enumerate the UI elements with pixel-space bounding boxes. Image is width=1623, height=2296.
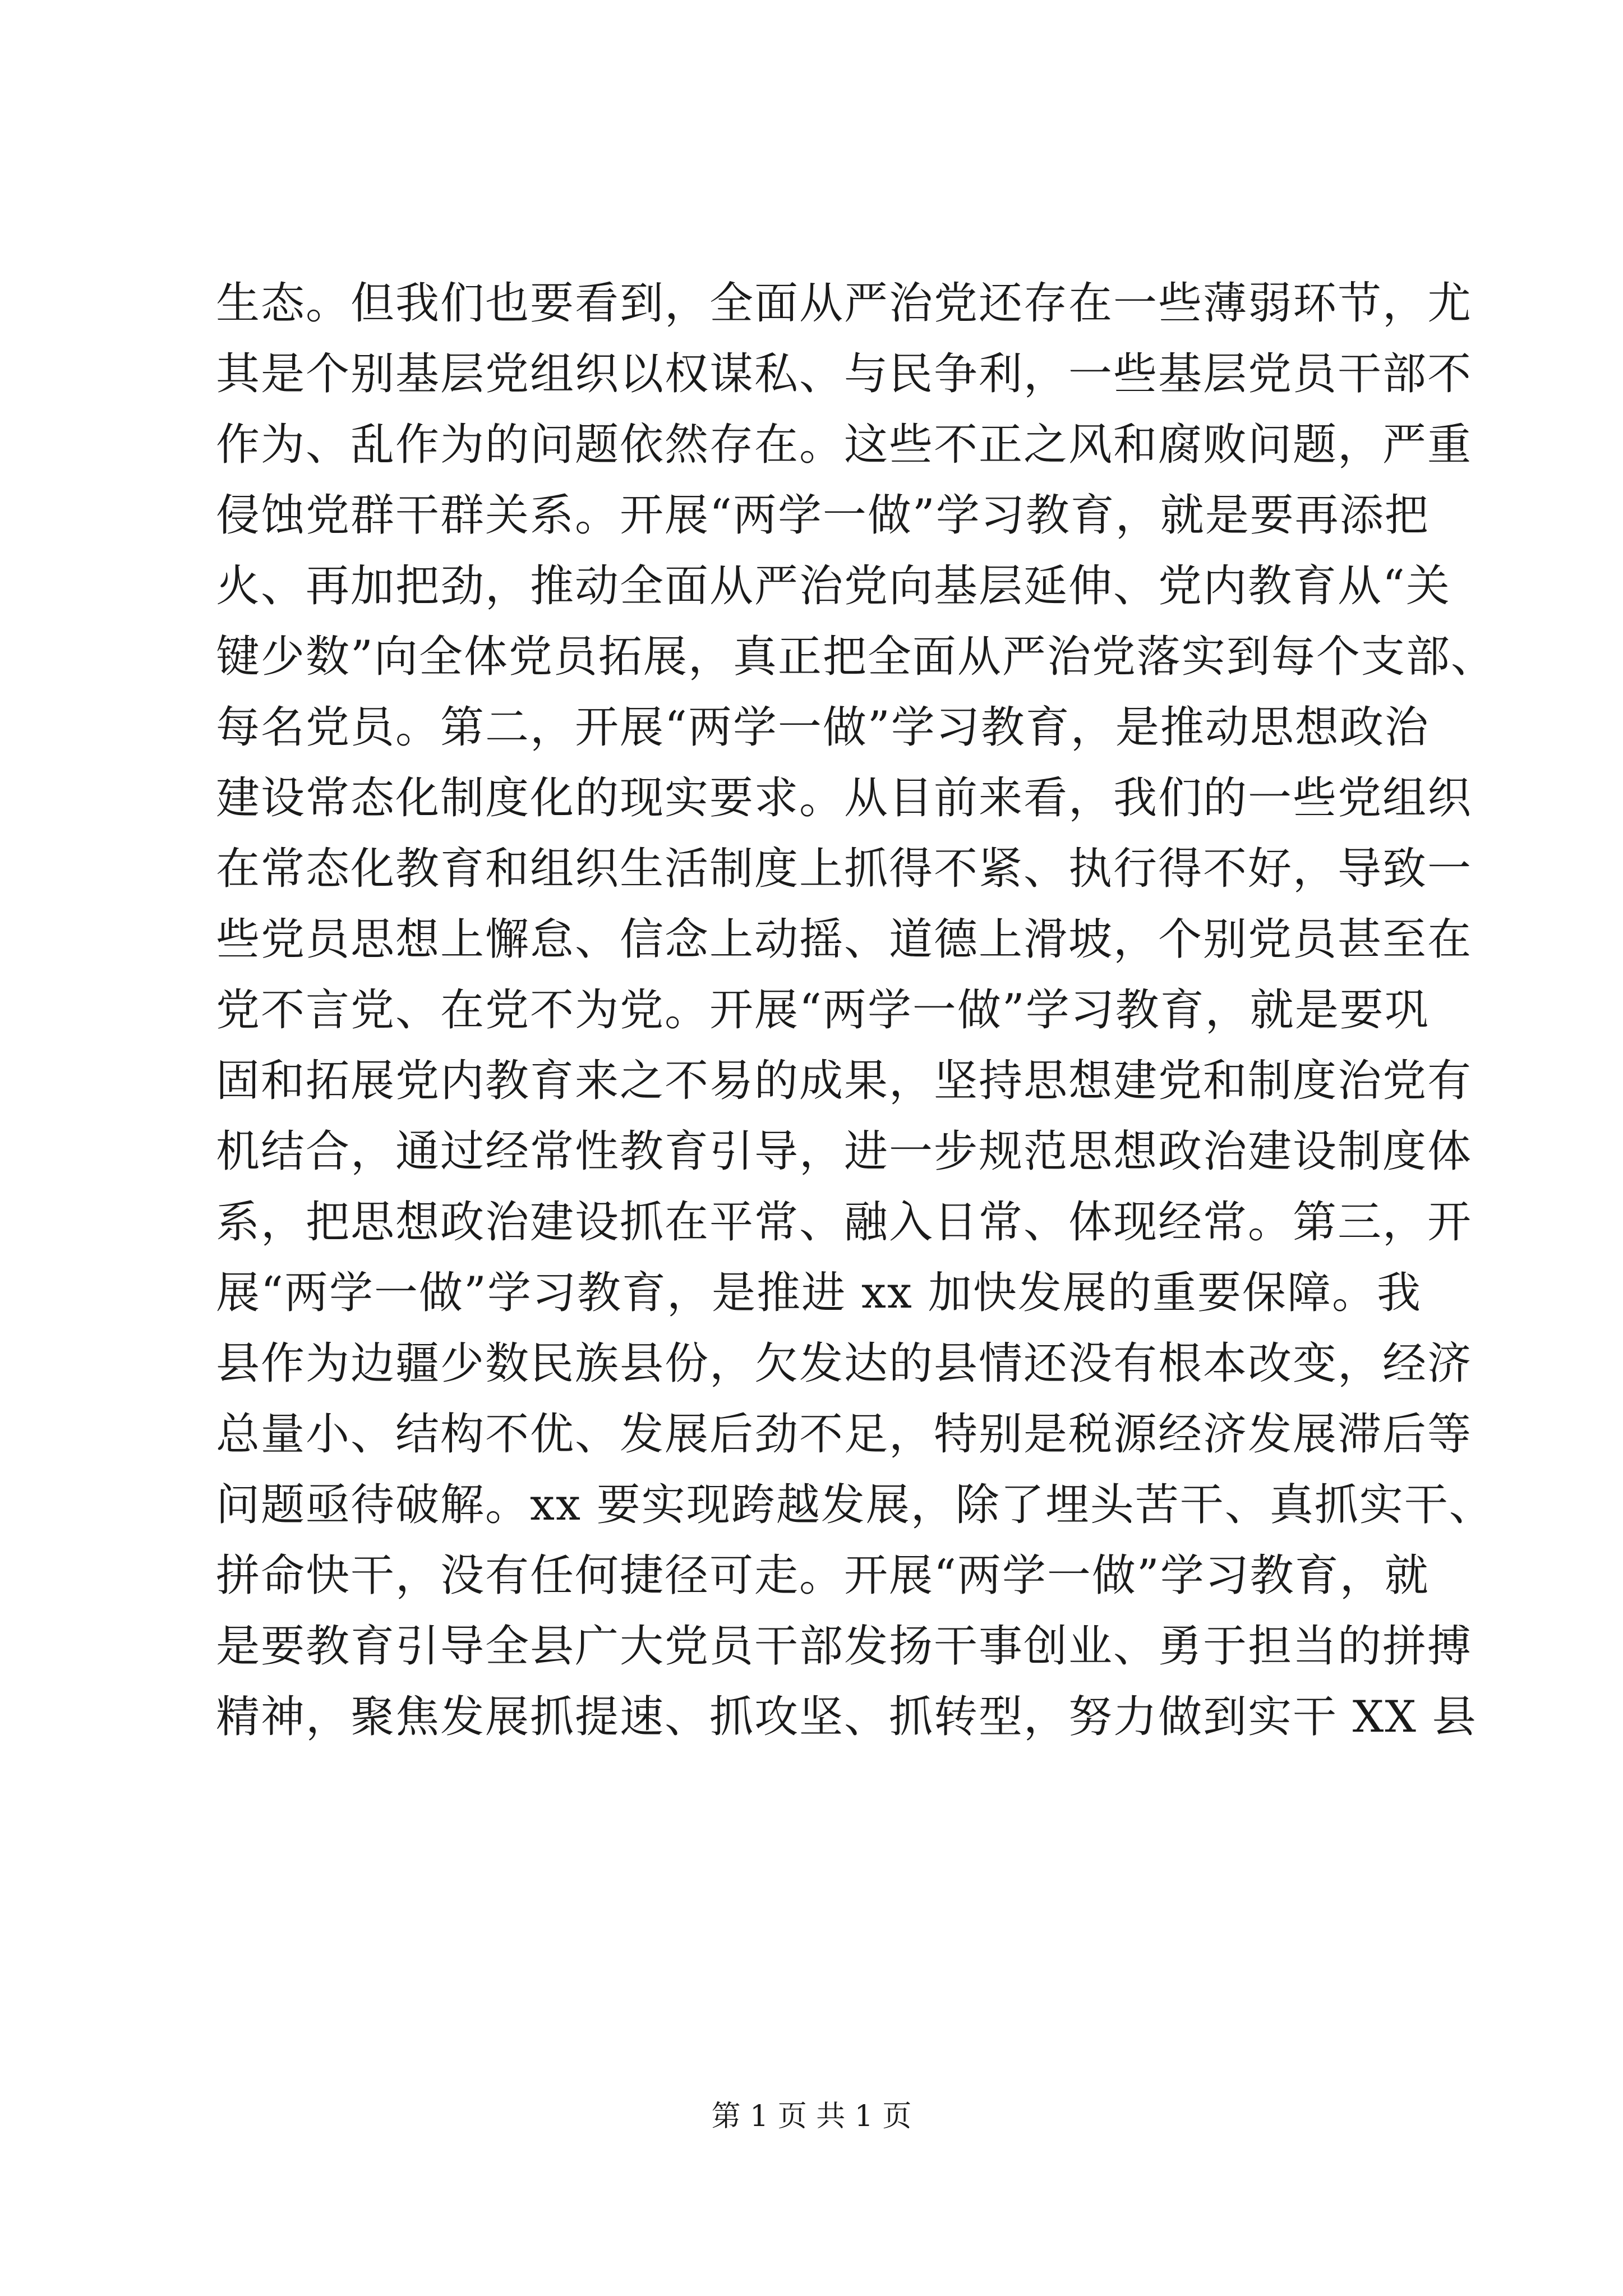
text-line: 火、再加把劲，推动全面从严治党向基层延伸、党内教育从“关 <box>216 561 1451 611</box>
text-line: 生态。但我们也要看到，全面从严治党还存在一些薄弱环节，尤 <box>216 278 1473 329</box>
text-line: 建设常态化制度化的现实要求。从目前来看，我们的一些党组织 <box>216 773 1473 823</box>
text-line: 总量小、结构不优、发展后劲不足，特别是税源经济发展滞后等 <box>216 1409 1473 1460</box>
body-text <box>216 268 1496 1752</box>
text-line: 侵蚀党群干群关系。开展“两学一做”学习教育，就是要再添把 <box>216 490 1430 541</box>
text-line: 系，把思想政治建设抓在平常、融入日常、体现经常。第三，开 <box>216 1197 1473 1248</box>
text-line: 精神，聚焦发展抓提速、抓攻坚、抓转型，努力做到实干 XX 县 <box>216 1692 1477 1742</box>
text-line: 拼命快干，没有任何捷径可走。开展“两学一做”学习教育，就 <box>216 1550 1430 1601</box>
text-line: 固和拓展党内教育来之不易的成果，坚持思想建党和制度治党有 <box>216 1056 1473 1106</box>
text-line: 每名党员。第二，开展“两学一做”学习教育，是推动思想政治 <box>216 702 1430 753</box>
page-footer <box>0 2097 1623 2136</box>
text-line: 问题亟待破解。xx 要实现跨越发展，除了埋头苦干、真抓实干、 <box>216 1480 1494 1530</box>
text-line: 展“两学一做”学习教育，是推进 xx 加快发展的重要保障。我 <box>216 1268 1422 1318</box>
text-line: 在常态化教育和组织生活制度上抓得不紧、执行得不好，导致一 <box>216 844 1473 894</box>
text-line: 其是个别基层党组织以权谋私、与民争利，一些基层党员干部不 <box>216 349 1473 399</box>
text-line: 键少数”向全体党员拓展，真正把全面从严治党落实到每个支部、 <box>216 632 1496 682</box>
text-line: 些党员思想上懈怠、信念上动摇、道德上滑坡，个别党员甚至在 <box>216 914 1473 965</box>
text-line: 县作为边疆少数民族县份，欠发达的县情还没有根本改变，经济 <box>216 1338 1473 1389</box>
text-line: 党不言党、在党不为党。开展“两学一做”学习教育，就是要巩 <box>216 985 1430 1036</box>
text-line: 机结合，通过经常性教育引导，进一步规范思想政治建设制度体 <box>216 1126 1473 1177</box>
page-number-label: 第 1 页 共 1 页 <box>711 2100 912 2133</box>
text-line: 是要教育引导全县广大党员干部发扬干事创业、勇于担当的拼搏 <box>216 1621 1473 1672</box>
text-line: 作为、乱作为的问题依然存在。这些不正之风和腐败问题，严重 <box>216 420 1473 470</box>
